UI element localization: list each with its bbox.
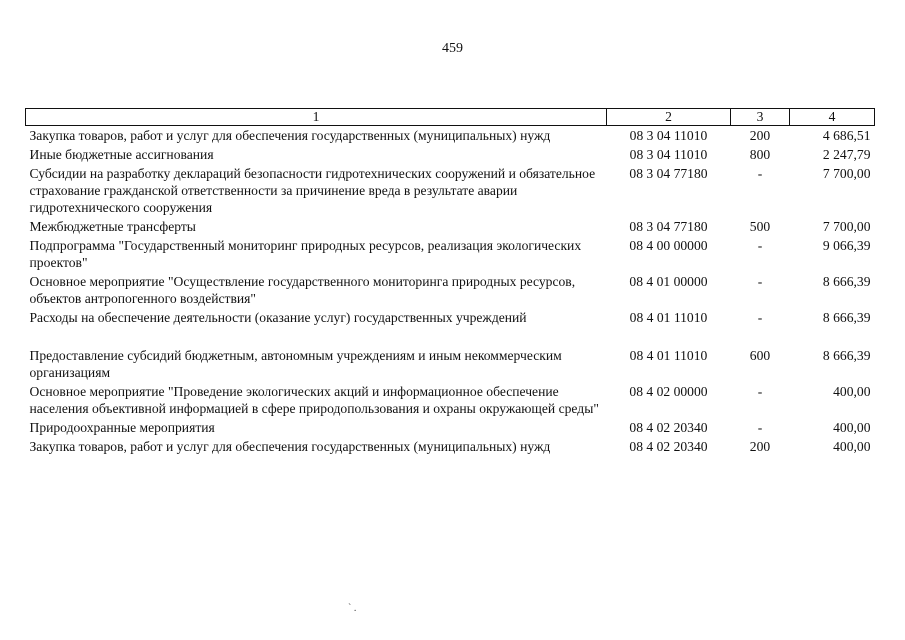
row-name-cell: Предоставление субсидий бюджетным, автономным учреждениям и иным некоммерческим организациям	[29, 348, 562, 380]
table-row	[26, 308, 875, 327]
row-code-cell: 08 4 01 11010	[629, 348, 708, 363]
row-name-cell: Основное мероприятие "Осуществление государственного мониторинга природных ресурсов, объектов антропогенного воздействия"	[29, 274, 576, 306]
spacer-cell	[26, 327, 875, 346]
table-row	[26, 382, 875, 418]
column-header-amount: 4	[790, 109, 875, 126]
row-code-cell: 08 4 01 11010	[629, 310, 708, 325]
scan-specks: ` .	[348, 603, 357, 614]
row-name-cell: Межбюджетные трансферты	[29, 219, 196, 234]
row-amount-cell: 7 700,00	[822, 166, 871, 181]
row-amount-cell: 8 666,39	[822, 310, 871, 325]
row-name-cell: Основное мероприятие "Проведение экологических акций и информационное обеспечение населения объективной информацией в сфере природопользования и охраны окружающей среды"	[29, 384, 599, 416]
table-row	[26, 126, 875, 146]
row-name-cell: Субсидии на разработку деклараций безопасности гидротехнических сооружений и обязательное страхование гражданской ответственности за причинение вреда в результате аварии гидротехнического сооружения	[29, 166, 596, 215]
row-code-cell: 08 3 04 11010	[629, 128, 708, 143]
row-amount-cell: 8 666,39	[822, 348, 871, 363]
row-code-cell: 08 4 02 20340	[629, 420, 708, 435]
row-type-cell: -	[757, 166, 763, 181]
row-name-cell: Расходы на обеспечение деятельности (оказание услуг) государственных учреждений	[29, 310, 527, 325]
row-amount-cell: 400,00	[833, 384, 871, 399]
row-amount-cell: 9 066,39	[822, 238, 871, 253]
row-name-cell: Закупка товаров, работ и услуг для обеспечения государственных (муниципальных) нужд	[29, 439, 551, 454]
header-row	[26, 109, 875, 126]
row-type-cell: 600	[749, 348, 771, 363]
row-type-cell: -	[757, 310, 763, 325]
table-row	[26, 437, 875, 456]
row-type-cell: 200	[749, 128, 771, 143]
table-row	[26, 236, 875, 272]
row-type-cell: 200	[749, 439, 771, 454]
row-type-cell: 500	[749, 219, 771, 234]
row-type-cell: 800	[749, 147, 771, 162]
row-code-cell: 08 3 04 11010	[629, 147, 708, 162]
column-header-type: 3	[731, 109, 790, 126]
row-amount-cell: 400,00	[833, 420, 871, 435]
row-code-cell: 08 4 01 00000	[629, 274, 708, 289]
table-row	[26, 418, 875, 437]
row-spacer	[26, 327, 875, 346]
row-name-cell: Природоохранные мероприятия	[29, 420, 215, 435]
table-row	[26, 346, 875, 382]
row-code-cell: 08 4 00 00000	[629, 238, 708, 253]
row-amount-cell: 7 700,00	[822, 219, 871, 234]
table-row	[26, 145, 875, 164]
row-code-cell: 08 4 02 20340	[629, 439, 708, 454]
row-name-cell: Закупка товаров, работ и услуг для обеспечения государственных (муниципальных) нужд	[29, 128, 551, 143]
row-name-cell: Иные бюджетные ассигнования	[29, 147, 214, 162]
table-row	[26, 217, 875, 236]
row-amount-cell: 4 686,51	[822, 128, 871, 143]
budget-table	[25, 108, 875, 456]
row-code-cell: 08 3 04 77180	[629, 219, 708, 234]
page-number: 459	[442, 41, 463, 56]
table-row	[26, 272, 875, 308]
row-type-cell: -	[757, 384, 763, 399]
row-name-cell: Подпрограмма "Государственный мониторинг природных ресурсов, реализация экологических проектов"	[29, 238, 582, 270]
table-body	[26, 126, 875, 457]
column-header-code: 2	[607, 109, 731, 126]
row-amount-cell: 2 247,79	[822, 147, 871, 162]
column-header-name: 1	[26, 109, 607, 126]
row-type-cell: -	[757, 420, 763, 435]
row-type-cell: -	[757, 274, 763, 289]
table-row	[26, 164, 875, 217]
row-type-cell: -	[757, 238, 763, 253]
row-amount-cell: 8 666,39	[822, 274, 871, 289]
row-code-cell: 08 3 04 77180	[629, 166, 708, 181]
row-amount-cell: 400,00	[833, 439, 871, 454]
row-code-cell: 08 4 02 00000	[629, 384, 708, 399]
